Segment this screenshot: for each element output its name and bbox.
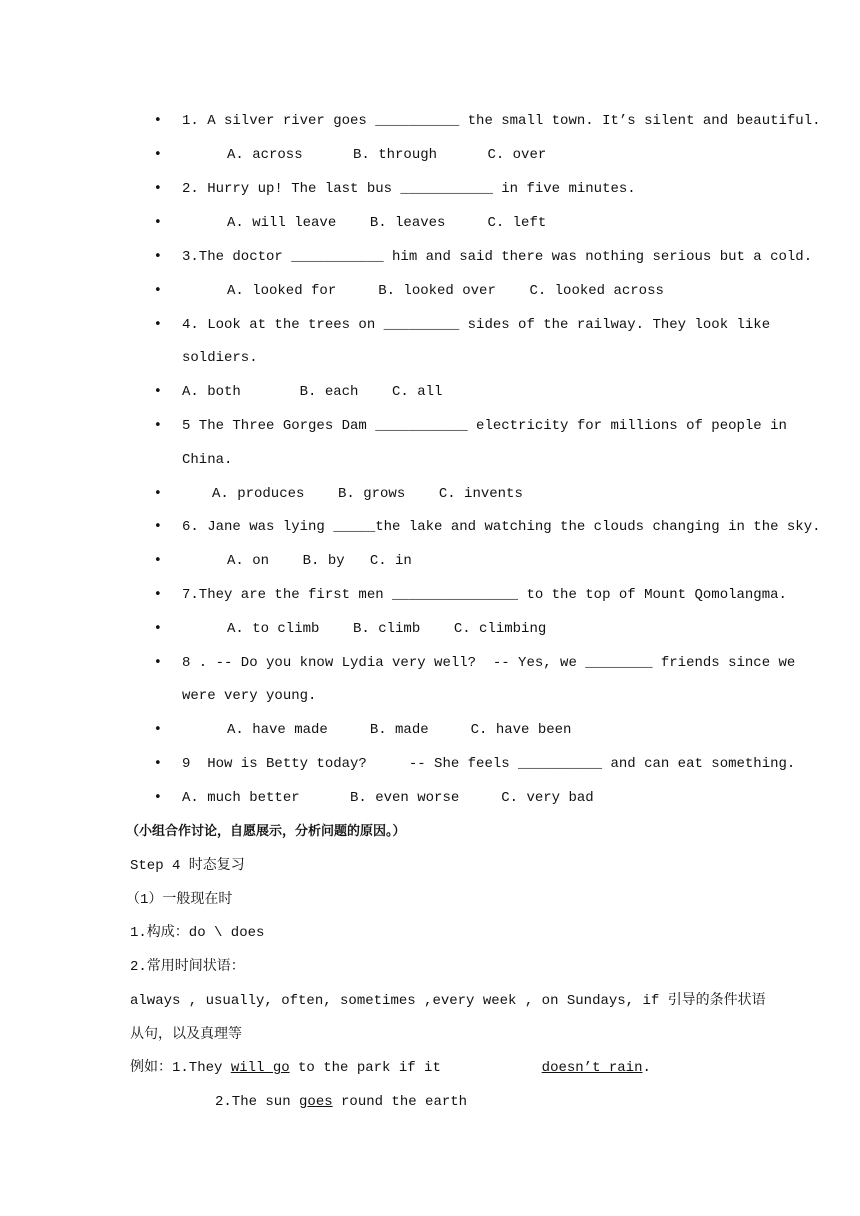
question-4-continuation: soldiers. [182, 350, 258, 366]
example-1 [130, 1058, 651, 1078]
bullet-icon: • [154, 181, 162, 196]
bullet-icon: • [154, 317, 162, 332]
adverbials-list: always , usually, often, sometimes ,every week , on Sundays, if 引导的条件状语 [130, 993, 766, 1009]
bullet-icon: • [154, 621, 162, 636]
question-6: 6. Jane was lying _____the lake and watching the clouds changing in the sky. [182, 519, 821, 535]
bullet-icon: • [154, 790, 162, 805]
bullet-icon: • [154, 553, 162, 568]
example-2-text: round the earth [332, 1094, 468, 1110]
step-title: Step 4 时态复习 [130, 858, 245, 874]
adverbials-heading: 2.常用时间状语： [130, 959, 245, 975]
bullet-icon: • [154, 655, 162, 670]
bullet-icon: • [154, 587, 162, 602]
example-label: 例如： [130, 1060, 172, 1076]
section-title: （1）一般现在时 [126, 892, 233, 908]
example-1-text: to the park if it [289, 1060, 542, 1076]
question-3: 3.The doctor ___________ him and said there was nothing serious but a cold. [182, 249, 813, 265]
example-2-text: 2.The sun [215, 1094, 300, 1110]
structure-point: 1.构成：do \ does [130, 925, 265, 941]
question-5-options: A. produces B. grows C. invents [212, 486, 523, 502]
bullet-icon: • [154, 756, 162, 771]
discussion-note: （小组合作讨论，自愿展示，分析问题的原因。） [126, 824, 406, 839]
bullet-icon: • [154, 722, 162, 737]
question-4: 4. Look at the trees on _________ sides of the railway. They look like [182, 317, 771, 333]
question-2: 2. Hurry up! The last bus ___________ in five minutes. [182, 181, 636, 197]
adverbials-list-continuation: 从句，以及真理等 [130, 1027, 242, 1043]
example-1-period: . [642, 1060, 651, 1076]
bullet-icon: • [154, 418, 162, 433]
question-7: 7.They are the first men _______________ to the top of Mount Qomolangma. [182, 587, 787, 603]
example-2 [215, 1092, 467, 1112]
example-2-verb: goes [299, 1094, 333, 1110]
question-5: 5 The Three Gorges Dam ___________ electricity for millions of people in [182, 418, 787, 434]
bullet-icon: • [154, 215, 162, 230]
example-1-text: 1.They [172, 1060, 231, 1076]
question-8: 8 . -- Do you know Lydia very well? -- Yes, we ________ friends since we [182, 655, 796, 671]
question-9-options: A. much better B. even worse C. very bad [182, 790, 594, 806]
bullet-icon: • [154, 519, 162, 534]
example-1-condition: doesn’t rain [541, 1060, 643, 1076]
question-2-options: A. will leave B. leaves C. left [227, 215, 547, 231]
question-1: 1. A silver river goes __________ the small town. It’s silent and beautiful. [182, 113, 821, 129]
question-9: 9 How is Betty today? -- She feels __________ and can eat something. [182, 756, 796, 772]
question-6-options: A. on B. by C. in [227, 553, 412, 569]
bullet-icon: • [154, 147, 162, 162]
question-8-continuation: were very young. [182, 688, 317, 704]
bullet-icon: • [154, 249, 162, 264]
question-4-options: A. both B. each C. all [182, 384, 443, 400]
bullet-icon: • [154, 384, 162, 399]
example-1-verb: will go [230, 1060, 290, 1076]
question-5-continuation: China. [182, 452, 233, 468]
question-1-options: A. across B. through C. over [227, 147, 547, 163]
question-3-options: A. looked for B. looked over C. looked across [227, 283, 664, 299]
question-8-options: A. have made B. made C. have been [227, 722, 572, 738]
question-7-options: A. to climb B. climb C. climbing [227, 621, 547, 637]
bullet-icon: • [154, 283, 162, 298]
bullet-icon: • [154, 486, 162, 501]
bullet-icon: • [154, 113, 162, 128]
